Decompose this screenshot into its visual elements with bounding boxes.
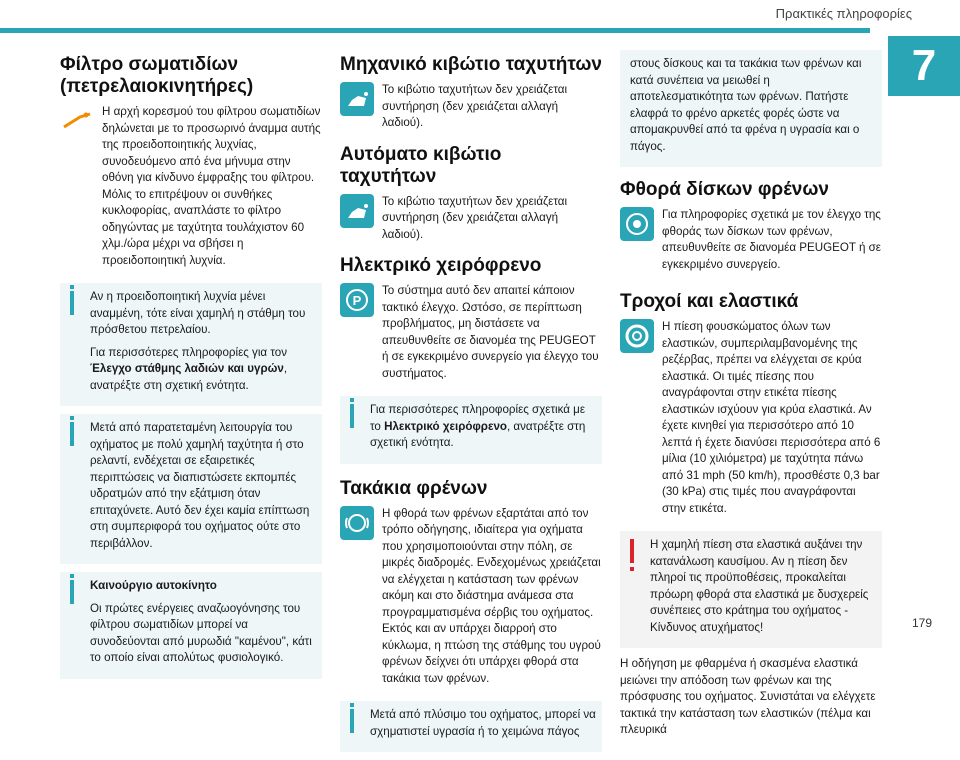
note-new-car [60,572,322,679]
brake-pads-row [340,506,602,694]
oil-can-icon [340,194,374,228]
section-title-particle-filter: Φίλτρο σωματιδίων (πετρελαιοκινητήρες) [60,54,254,97]
brake-disc-row [620,207,882,279]
note-brake-humidity-cont [620,50,882,167]
note-ebrake-ref-text: Για περισσότερες πληροφορίες σχετικά με το Ηλεκτρικό χειρόφρενο, ανατρέξτε στη σχετική ενότητα. [370,403,586,449]
brake-pad-icon [340,506,374,540]
section-title-brake-pads: Τακάκια φρένων [340,477,488,499]
tyres-row [620,319,882,523]
chapter-tab: 7 [888,36,960,96]
particle-filter-warning-icon [60,104,94,138]
svg-text:P: P [352,293,362,308]
manual-gearbox-row [340,82,602,138]
tyre-icon [620,319,654,353]
warning-low-pressure [620,531,882,648]
section-title-manual-gearbox: Μηχανικό κιβώτιο ταχυτήτων [340,54,602,75]
section-title-electric-parking-brake: Ηλεκτρικό χειρόφρενο [340,255,542,276]
column-3 [620,50,882,745]
info-icon [70,291,74,315]
oil-can-icon [340,82,374,116]
note-additive-ref: Για περισσότερες πληροφορίες για τον Έλεγχο στάθμης λαδιών και υγρών, ανατρέξτε στη σχετική ενότητα. [90,345,288,392]
note-water-vapour [60,414,322,564]
particle-filter-intro [60,104,322,275]
section-title-auto-gearbox: Αυτόματο κιβώτιο ταχυτήτων [340,143,502,187]
note-brake-humidity-text: Μετά από πλύσιμο του οχήματος, μπορεί να σχηματιστεί υγρασία ή το χειμώνα πάγος [370,708,596,738]
note-brake-humidity-cont-text: στους δίσκους και τα τακάκια των φρένων και κατά συνέπεια να μειωθεί η αποτελεσματικότητα των φρένων. Πατήστε ελαφρά το φρένο αρκετές φορές ώστε να απομακρυνθεί από τα φρένα η υγρασία και ο πάγος. [630,57,862,153]
note-brake-humidity [340,701,602,752]
section-title-wheels-tyres: Τροχοί και ελαστικά [620,291,799,312]
header-rule [0,28,870,33]
column-2 [340,50,602,760]
info-icon [350,404,354,428]
section-title-brake-disc-wear: Φθορά δίσκων φρένων [620,179,829,200]
note-water-vapour-text: Μετά από παρατεταμένη λειτουργία του οχήματος με πολύ χαμηλή ταχύτητα ή στο ρελαντί, ενδέχεται σε εξαιρετικές περιπτώσεις να διαπιστώσετε εκπομπές υδρατμών από την εξάτμιση όταν επιταχύνετε. Αυτό δεν έχει καμία επίπτωση στη συμπεριφορά του οχήματος ούτε στο περιβάλλον. [90,421,310,550]
note-ebrake-ref [340,396,602,464]
column-1 [60,50,322,687]
note-additive-text: Αν η προειδοποιητική λυχνία μένει αναμμένη, τότε είναι χαμηλή η στάθμη του πρόσθετου πετρελαίου. [90,290,306,336]
running-header: Πρακτικές πληροφορίες [775,6,912,21]
auto-gearbox-text: Το κιβώτιο ταχυτήτων δεν χρειάζεται συντήρηση (δεν χρειάζεται αλλαγή λαδιού). [382,194,568,241]
brake-pads-text: Η φθορά των φρένων εξαρτάται από τον τρόπο οδήγησης, ιδιαίτερα για οχήματα που χρησιμοποιούνται στην πόλη, σε μικρές διαδρομές. Ενδεχομένως χρειάζεται να ελέγχεται η κατάσταση των φρένων ακόμη και στο διάστημα ανάμεσα στα προγραμματισμένα σέρβις του οχήματος. Εκτός και αν υπάρχει διαρροή στο κύκλωμα, η πτώση της στάθμης του υγρού φρένων δείχνει ότι υπάρχει φθορά στα τακάκια των φρένων. [382,506,601,685]
note-new-car-title: Καινούργιο αυτοκίνητο [90,579,217,592]
tyres-text: Η πίεση φουσκώματος όλων των ελαστικών, συμπεριλαμβανομένης της ρεζέρβας, πρέπει να ελέγχεται σε κρύα ελαστικά. Οι τιμές πίεσης που αναγράφονται στην ετικέτα πίεσης ελαστικών ισχύουν για κρύα ελαστικά. Αν έχετε κινηθεί για περισσότερο από 10 λεπτά ή έχετε διανύσει περισσότερα από 6 μίλια (10 χιλιόμετρα) με ταχύτητα πάνω από 31 mph (50 km/h), προσθέστε 0,3 bar (30 kPa) στις τιμές που αναγράφονται στην ετικέτα. [662,320,881,515]
ebrake-row [340,283,602,388]
info-icon [70,580,74,604]
ebrake-text: Το σύστημα αυτό δεν απαιτεί κάποιον τακτικό έλεγχο. Ωστόσο, σε περίπτωση προβλήματος, μη διστάσετε να απευθυνθείτε σε διανομέα της PEUGEOT ή σε εγκεκριμένο συνεργείο για έλεγχο του συστήματος. [382,284,599,380]
parking-brake-icon [340,283,374,317]
particle-filter-intro-text: Η αρχή κορεσμού του φίλτρου σωματιδίων δηλώνεται με το προσωρινό άναμμα αυτής της προειδοποιητικής λυχνίας, συνοδευόμενο από ένα μήνυμα στην οθόνη για κίνδυνο έμφραξης του φίλτρου. Μόλις το επιτρέψουν οι συνθήκες κυκλοφορίας, αναπλάστε το φίλτρο οδηγώντας με ταχύτητα τουλάχιστον 60 χλμ./ώρα μέχρι να σβήσει η προειδοποιητική λυχνία. [102,105,321,267]
brake-disc-icon [620,207,654,241]
note-additive-level [60,283,322,406]
warning-icon [630,539,634,563]
warning-low-pressure-text: Η χαμηλή πίεση στα ελαστικά αυξάνει την κατανάλωση καυσίμου. Αν η πίεση δεν πληροί τις προϋποθέσεις, προκαλείται πρόωρη φθορά στα ελαστικά με δυσχερείς συνέπειες στο κράτημα του οχήματος - Κίνδυνος ατυχήματος! [650,538,869,634]
info-icon [70,422,74,446]
worn-tyres-text: Η οδήγηση με φθαρμένα ή σκασμένα ελαστικά μειώνει την απόδοση των φρένων και της πρόσφυσης του οχήματος. Συνιστάται να ελέγχετε τακτικά την κατάσταση των ελαστικών (πέλμα και πλευρικά [620,657,876,736]
brake-disc-text: Για πληροφορίες σχετικά με τον έλεγχο της φθοράς των δίσκων των φρένων, απευθυνθείτε σε διανομέα PEUGEOT ή σε εγκεκριμένο συνεργείο. [662,208,881,271]
auto-gearbox-row [340,194,602,250]
page-number: 179 [911,616,932,630]
info-icon [350,709,354,733]
note-new-car-text: Οι πρώτες ενέργειες αναζωογόνησης του φίλτρου σωματιδίων μπορεί να συνοδεύονται από μυρωδιά "καμένου", κάτι το οποίο είναι απολύτως φυσιολογικό. [90,601,312,664]
manual-gearbox-text: Το κιβώτιο ταχυτήτων δεν χρειάζεται συντήρηση (δεν χρειάζεται αλλαγή λαδιού). [382,83,568,129]
